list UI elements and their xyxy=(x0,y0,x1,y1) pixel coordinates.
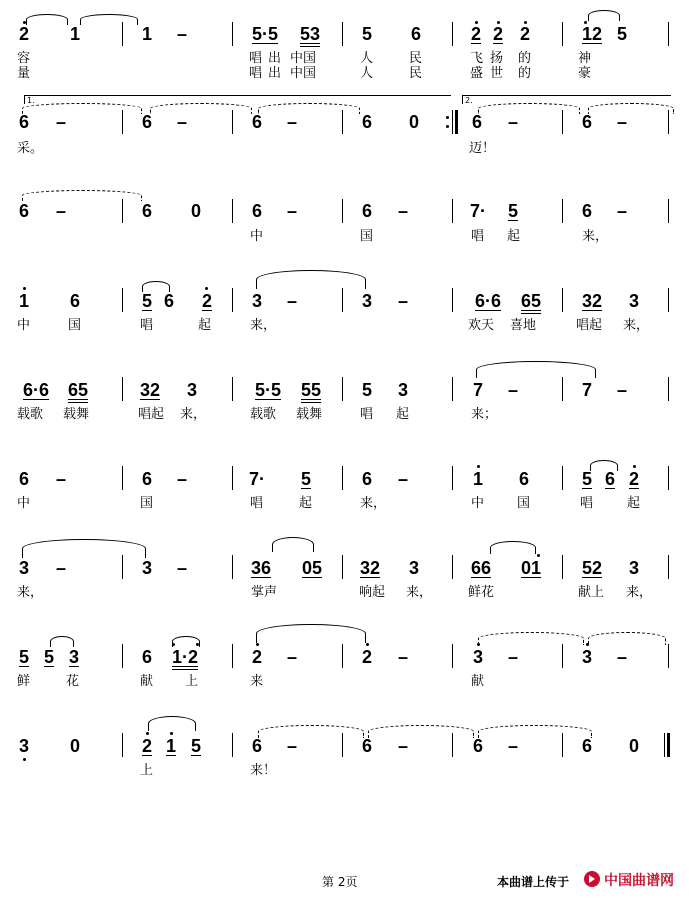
final-barline xyxy=(667,733,670,757)
dashed-tie xyxy=(588,103,674,114)
note: 6 xyxy=(18,112,30,132)
note: 3 xyxy=(628,558,640,578)
note: 3 xyxy=(361,291,373,311)
barline xyxy=(452,644,453,668)
note: – xyxy=(176,558,188,578)
note: – xyxy=(286,201,298,221)
note: 1 xyxy=(18,291,30,311)
note: 1 xyxy=(472,469,484,489)
note: 1 xyxy=(69,24,81,44)
tie xyxy=(26,14,68,25)
lyric: 献 xyxy=(140,674,154,689)
note-dot xyxy=(633,465,636,468)
barline xyxy=(562,199,563,223)
dashed-tie xyxy=(478,632,584,645)
barline xyxy=(342,110,343,134)
dashed-tie xyxy=(258,725,364,738)
lyric: 起 xyxy=(396,407,410,422)
barline xyxy=(452,466,453,490)
note: 3 xyxy=(186,380,198,400)
repeat-barline xyxy=(455,110,458,134)
note-dot xyxy=(366,643,369,646)
slur xyxy=(50,636,74,647)
slur xyxy=(490,541,536,554)
note: 5 xyxy=(18,647,30,667)
note: 5 xyxy=(361,24,373,44)
barline xyxy=(668,22,669,46)
lyric: 载歌 xyxy=(250,407,277,422)
barline xyxy=(122,555,123,579)
lyric: 出 xyxy=(268,51,282,66)
barline xyxy=(562,22,563,46)
note: – xyxy=(616,201,628,221)
barline xyxy=(668,199,669,223)
note-dot xyxy=(146,732,149,735)
lyric: 中国 xyxy=(290,51,317,66)
note: 5 xyxy=(300,469,312,489)
note: 0 xyxy=(190,201,202,221)
note: 3 xyxy=(141,558,153,578)
note: 2 xyxy=(470,24,482,44)
note: – xyxy=(507,736,519,756)
barline xyxy=(562,110,563,134)
lyric: 来； xyxy=(471,407,498,422)
barline xyxy=(452,22,453,46)
note: 5 xyxy=(507,201,519,221)
dashed-tie xyxy=(478,725,592,738)
note: 1 xyxy=(165,736,177,756)
note: 6 xyxy=(518,469,530,489)
lyric: 来， xyxy=(623,318,650,333)
note: – xyxy=(176,112,188,132)
note: – xyxy=(616,112,628,132)
note: 6 xyxy=(251,112,263,132)
lyric: 起 xyxy=(627,496,641,511)
note: 5·5 xyxy=(254,380,282,400)
note: 52 xyxy=(581,558,603,578)
barline xyxy=(342,733,343,757)
note: 6 xyxy=(361,469,373,489)
note: 2 xyxy=(18,24,30,44)
lyric: 响起 xyxy=(359,585,386,600)
lyric: 来， xyxy=(406,585,433,600)
note-dot xyxy=(196,643,199,646)
barline xyxy=(342,288,343,312)
logo-mark-icon xyxy=(583,870,601,888)
note: 6 xyxy=(604,469,616,489)
lyric: 起 xyxy=(507,229,521,244)
lyric: 唱 xyxy=(360,407,374,422)
note: 0 xyxy=(408,112,420,132)
repeat-dot xyxy=(446,125,449,128)
note: 32 xyxy=(581,291,603,311)
note: 3 xyxy=(397,380,409,400)
barline xyxy=(664,733,665,757)
barline xyxy=(342,466,343,490)
note: 6 xyxy=(251,201,263,221)
lyric: 掌声 xyxy=(251,585,278,600)
repeat-dot xyxy=(446,116,449,119)
dashed-tie xyxy=(368,725,474,738)
dashed-tie xyxy=(22,190,142,201)
lyric: 飞 xyxy=(470,51,484,66)
note: 6 xyxy=(141,201,153,221)
note: 65 xyxy=(520,291,542,311)
lyric: 世 xyxy=(490,66,504,81)
note-dot xyxy=(172,643,175,646)
note: 6·6 xyxy=(474,291,502,311)
barline xyxy=(562,288,563,312)
note: 3 xyxy=(18,736,30,756)
note: 5 xyxy=(43,647,55,667)
barline xyxy=(562,466,563,490)
tie xyxy=(80,14,138,25)
barline xyxy=(668,466,669,490)
note: – xyxy=(616,380,628,400)
lyric: 唱 xyxy=(250,496,264,511)
barline xyxy=(232,377,233,401)
note-dot xyxy=(475,21,478,24)
lyric: 豪 xyxy=(578,66,592,81)
lyric: 上 xyxy=(185,674,199,689)
note: 5·5 xyxy=(251,24,279,44)
note: – xyxy=(397,647,409,667)
dashed-tie xyxy=(258,103,360,114)
lyric: 量 xyxy=(17,66,31,81)
lyric: 来， xyxy=(250,318,277,333)
lyric: 来， xyxy=(180,407,207,422)
dashed-tie xyxy=(588,632,666,645)
note: 6 xyxy=(141,469,153,489)
note: – xyxy=(507,380,519,400)
barline xyxy=(342,644,343,668)
note: – xyxy=(286,736,298,756)
lyric: 国 xyxy=(68,318,82,333)
note: – xyxy=(55,469,67,489)
lyric: 起 xyxy=(198,318,212,333)
barline xyxy=(562,644,563,668)
lyric: 扬 xyxy=(490,51,504,66)
barline xyxy=(232,466,233,490)
note: 6 xyxy=(472,736,484,756)
note: 5 xyxy=(361,380,373,400)
note: 2 xyxy=(251,647,263,667)
note: 7· xyxy=(469,201,487,221)
note: 6 xyxy=(581,112,593,132)
lyric: 民 xyxy=(409,66,423,81)
note-dot xyxy=(477,465,480,468)
note: – xyxy=(176,24,188,44)
note-dot xyxy=(586,643,589,646)
note: – xyxy=(286,112,298,132)
note: 2 xyxy=(361,647,373,667)
barline xyxy=(122,22,123,46)
lyric: 采。 xyxy=(17,141,44,156)
lyric: 国 xyxy=(517,496,531,511)
barline xyxy=(232,644,233,668)
lyric: 国 xyxy=(360,229,374,244)
site-logo[interactable] xyxy=(583,868,683,890)
note-dot xyxy=(524,21,527,24)
note-dot xyxy=(477,643,480,646)
note: 0 xyxy=(69,736,81,756)
barline xyxy=(452,555,453,579)
lyric: 载歌 xyxy=(17,407,44,422)
note: 3 xyxy=(581,647,593,667)
lyric: 唱 xyxy=(580,496,594,511)
lyric: 中国 xyxy=(290,66,317,81)
barline xyxy=(668,555,669,579)
note: 5 xyxy=(581,469,593,489)
lyric: 献上 xyxy=(578,585,605,600)
note: 3 xyxy=(472,647,484,667)
note-dot xyxy=(170,732,173,735)
note: 6 xyxy=(581,736,593,756)
note: 3 xyxy=(408,558,420,578)
lyric: 起 xyxy=(299,496,313,511)
lyric: 中 xyxy=(17,496,31,511)
note: 6 xyxy=(18,469,30,489)
barline xyxy=(668,110,669,134)
tie xyxy=(22,539,146,558)
note: 2 xyxy=(628,469,640,489)
note: 32 xyxy=(139,380,161,400)
lyric: 中 xyxy=(17,318,31,333)
tie xyxy=(256,624,366,643)
barline xyxy=(232,555,233,579)
note: 6 xyxy=(141,647,153,667)
lyric: 唱 xyxy=(249,66,263,81)
note: – xyxy=(397,469,409,489)
note: 3 xyxy=(251,291,263,311)
lyric: 盛 xyxy=(470,66,484,81)
slur xyxy=(588,10,620,21)
tie xyxy=(476,361,596,378)
note: 53 xyxy=(299,24,321,44)
note: 5 xyxy=(190,736,202,756)
note-dot xyxy=(256,643,259,646)
lyric: 中 xyxy=(250,229,264,244)
barline xyxy=(562,733,563,757)
lyric: 唱起 xyxy=(138,407,165,422)
note: 12 xyxy=(581,24,603,44)
lyric: 来 xyxy=(250,674,264,689)
lyric: 献 xyxy=(471,674,485,689)
lyric: 鲜 xyxy=(17,674,31,689)
page-number: 第 2页 xyxy=(322,875,358,889)
note: 3 xyxy=(628,291,640,311)
note: 7 xyxy=(472,380,484,400)
note: 6 xyxy=(141,112,153,132)
note: 55 xyxy=(300,380,322,400)
note: – xyxy=(397,201,409,221)
lyric: 欢天 xyxy=(468,318,495,333)
lyric: 容 xyxy=(17,51,31,66)
note: 6 xyxy=(361,201,373,221)
note: 7· xyxy=(248,469,266,489)
barline xyxy=(342,199,343,223)
tie xyxy=(256,270,366,289)
note-dot xyxy=(537,554,540,557)
note: 5 xyxy=(141,291,153,311)
note: – xyxy=(286,291,298,311)
note: 7 xyxy=(581,380,593,400)
note: 1 xyxy=(141,24,153,44)
note-dot xyxy=(584,21,587,24)
barline xyxy=(232,288,233,312)
barline xyxy=(232,199,233,223)
barline xyxy=(452,110,453,134)
note-dot xyxy=(23,758,26,761)
note: 3 xyxy=(68,647,80,667)
note: – xyxy=(176,469,188,489)
barline xyxy=(668,377,669,401)
note-dot xyxy=(23,287,26,290)
note: 65 xyxy=(67,380,89,400)
note: 6 xyxy=(251,736,263,756)
lyric: 上 xyxy=(140,763,154,778)
lyric: 花 xyxy=(66,674,80,689)
lyric: 的 xyxy=(518,66,532,81)
note: 3 xyxy=(18,558,30,578)
lyric: 人 xyxy=(360,51,374,66)
note: – xyxy=(397,736,409,756)
note: 6 xyxy=(18,201,30,221)
lyric: 来， xyxy=(626,585,653,600)
note: – xyxy=(55,112,67,132)
lyric: 来， xyxy=(17,585,44,600)
note: 66 xyxy=(470,558,492,578)
barline xyxy=(342,377,343,401)
lyric: 唱起 xyxy=(576,318,603,333)
lyric: 的 xyxy=(518,51,532,66)
barline xyxy=(452,733,453,757)
barline xyxy=(342,555,343,579)
lyric: 神 xyxy=(578,51,592,66)
barline xyxy=(122,288,123,312)
note: – xyxy=(55,558,67,578)
barline xyxy=(452,288,453,312)
upload-credit-text: 本曲谱上传于 xyxy=(497,875,570,889)
note: – xyxy=(507,112,519,132)
lyric: 来！ xyxy=(250,763,277,778)
note: 6·6 xyxy=(22,380,50,400)
lyric: 载舞 xyxy=(296,407,323,422)
slur xyxy=(148,716,196,731)
dashed-tie xyxy=(150,103,252,114)
note: – xyxy=(616,647,628,667)
barline xyxy=(668,644,669,668)
note: 36 xyxy=(250,558,272,578)
slur xyxy=(272,537,314,552)
lyric: 载舞 xyxy=(63,407,90,422)
note-dot xyxy=(497,21,500,24)
note: 01 xyxy=(520,558,542,578)
lyric: 唱 xyxy=(140,318,154,333)
lyric: 来， xyxy=(360,496,387,511)
lyric: 鲜花 xyxy=(468,585,495,600)
note: 6 xyxy=(361,112,373,132)
barline xyxy=(452,199,453,223)
note: – xyxy=(507,647,519,667)
barline xyxy=(122,733,123,757)
barline xyxy=(342,22,343,46)
lyric: 唱 xyxy=(249,51,263,66)
lyric: 唱 xyxy=(471,229,485,244)
note: 6 xyxy=(581,201,593,221)
logo-text: 中国曲谱网 xyxy=(604,873,674,889)
note: 6 xyxy=(361,736,373,756)
lyric: 中 xyxy=(471,496,485,511)
note: – xyxy=(286,647,298,667)
note: – xyxy=(397,291,409,311)
barline xyxy=(122,377,123,401)
note: 0 xyxy=(628,736,640,756)
lyric: 来， xyxy=(582,229,609,244)
note: 6 xyxy=(410,24,422,44)
dashed-tie xyxy=(22,103,142,114)
lyric: 喜地 xyxy=(510,318,537,333)
barline xyxy=(122,644,123,668)
note: 2 xyxy=(519,24,531,44)
barline xyxy=(452,377,453,401)
note: 2 xyxy=(141,736,153,756)
note: 32 xyxy=(359,558,381,578)
barline xyxy=(122,110,123,134)
dashed-tie xyxy=(478,103,580,114)
lyric: 国 xyxy=(140,496,154,511)
barline xyxy=(122,199,123,223)
note: – xyxy=(55,201,67,221)
barline xyxy=(122,466,123,490)
note: 2 xyxy=(201,291,213,311)
lyric: 出 xyxy=(268,66,282,81)
barline xyxy=(232,733,233,757)
note-dot xyxy=(205,287,208,290)
note-dot xyxy=(23,21,26,24)
lyric: 人 xyxy=(360,66,374,81)
volta-number: 1. xyxy=(27,96,35,105)
barline xyxy=(232,110,233,134)
note: 2 xyxy=(492,24,504,44)
note: 6 xyxy=(69,291,81,311)
note: 1·2 xyxy=(171,647,199,667)
volta-number: 2. xyxy=(465,96,473,105)
lyric: 民 xyxy=(409,51,423,66)
barline xyxy=(232,22,233,46)
barline xyxy=(562,377,563,401)
note: 05 xyxy=(301,558,323,578)
note: 6 xyxy=(163,291,175,311)
note: 5 xyxy=(616,24,628,44)
lyric: 迈！ xyxy=(469,141,496,156)
barline xyxy=(562,555,563,579)
note: 6 xyxy=(471,112,483,132)
barline xyxy=(668,288,669,312)
